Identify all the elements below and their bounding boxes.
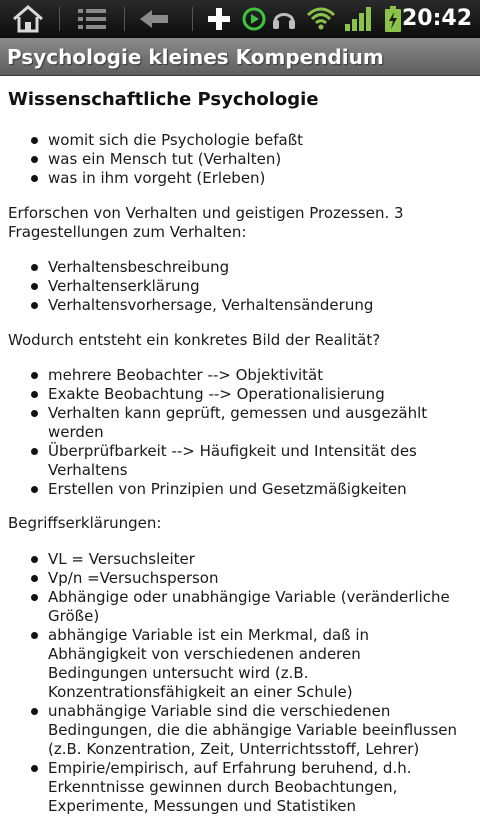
- list-item: Verhaltensvorhersage, Verhaltensänderung: [0, 296, 480, 315]
- wifi-icon: [305, 0, 337, 38]
- title-bar: [0, 38, 480, 76]
- app-title: Psychologie kleines Kompendium: [7, 45, 384, 69]
- list-item: Verhaltenserklärung: [0, 277, 480, 296]
- list-item: mehrere Beobachter --> Objektivität: [0, 366, 480, 385]
- list-terms: [0, 550, 480, 816]
- paragraph-research: Erforschen von Verhalten und geistigen Prozessen. 3 Fragestellungen zum Verhalten:: [8, 204, 404, 241]
- list-item: Überprüfbarkeit --> Häufigkeit und Intensität des Verhaltens: [0, 442, 480, 480]
- article-heading: Wissenschaftliche Psychologie: [8, 89, 319, 110]
- list-item: unabhängige Variable sind die verschiedenen Bedingungen, die die abhängige Variable beeinflussen (z.B. Konzentration, Zeit, Unterrichtsstoff, Lehrer): [0, 702, 480, 759]
- headset-icon: [270, 0, 298, 38]
- paragraph-terms: Begriffserklärungen:: [8, 514, 162, 532]
- menu-icon[interactable]: [72, 0, 112, 38]
- list-item: was in ihm vorgeht (Erleben): [0, 169, 480, 188]
- home-icon[interactable]: [8, 0, 48, 38]
- signal-icon: [343, 0, 373, 38]
- list-item: Exakte Beobachtung --> Operationalisierung: [0, 385, 480, 404]
- list-item: Erstellen von Prinzipien und Gesetzmäßigkeiten: [0, 480, 480, 499]
- list-item: Verhalten kann geprüft, gemessen und ausgezählt werden: [0, 404, 480, 442]
- article-content[interactable]: [0, 76, 480, 815]
- add-icon: [203, 0, 235, 38]
- list-reality: [0, 366, 480, 499]
- list-item: abhängige Variable ist ein Merkmal, daß in Abhängigkeit von verschiedenen anderen Bedingungen untersucht wird (z.B. Konzentrationsfähigkeit an einer Schule): [0, 626, 480, 702]
- list-item: Verhaltensbeschreibung: [0, 258, 480, 277]
- media-icon: [240, 0, 268, 38]
- list-topics: [0, 131, 480, 188]
- list-item: Empirie/empirisch, auf Erfahrung beruhend, d.h. Erkenntnisse gewinnen durch Beobachtungen, Experimente, Messungen und Statistiken: [0, 759, 480, 816]
- list-item: womit sich die Psychologie befaßt: [0, 131, 480, 150]
- list-item: was ein Mensch tut (Verhalten): [0, 150, 480, 169]
- list-item: Abhängige oder unabhängige Variable (veränderliche Größe): [0, 588, 480, 626]
- status-time: 20:42: [401, 6, 472, 31]
- list-item: Vp/n =Versuchsperson: [0, 569, 480, 588]
- list-item: VL = Versuchsleiter: [0, 550, 480, 569]
- paragraph-reality: Wodurch entsteht ein konkretes Bild der Realität?: [8, 331, 381, 349]
- list-questions: [0, 258, 480, 315]
- back-icon[interactable]: [134, 0, 174, 38]
- status-bar: [0, 0, 480, 38]
